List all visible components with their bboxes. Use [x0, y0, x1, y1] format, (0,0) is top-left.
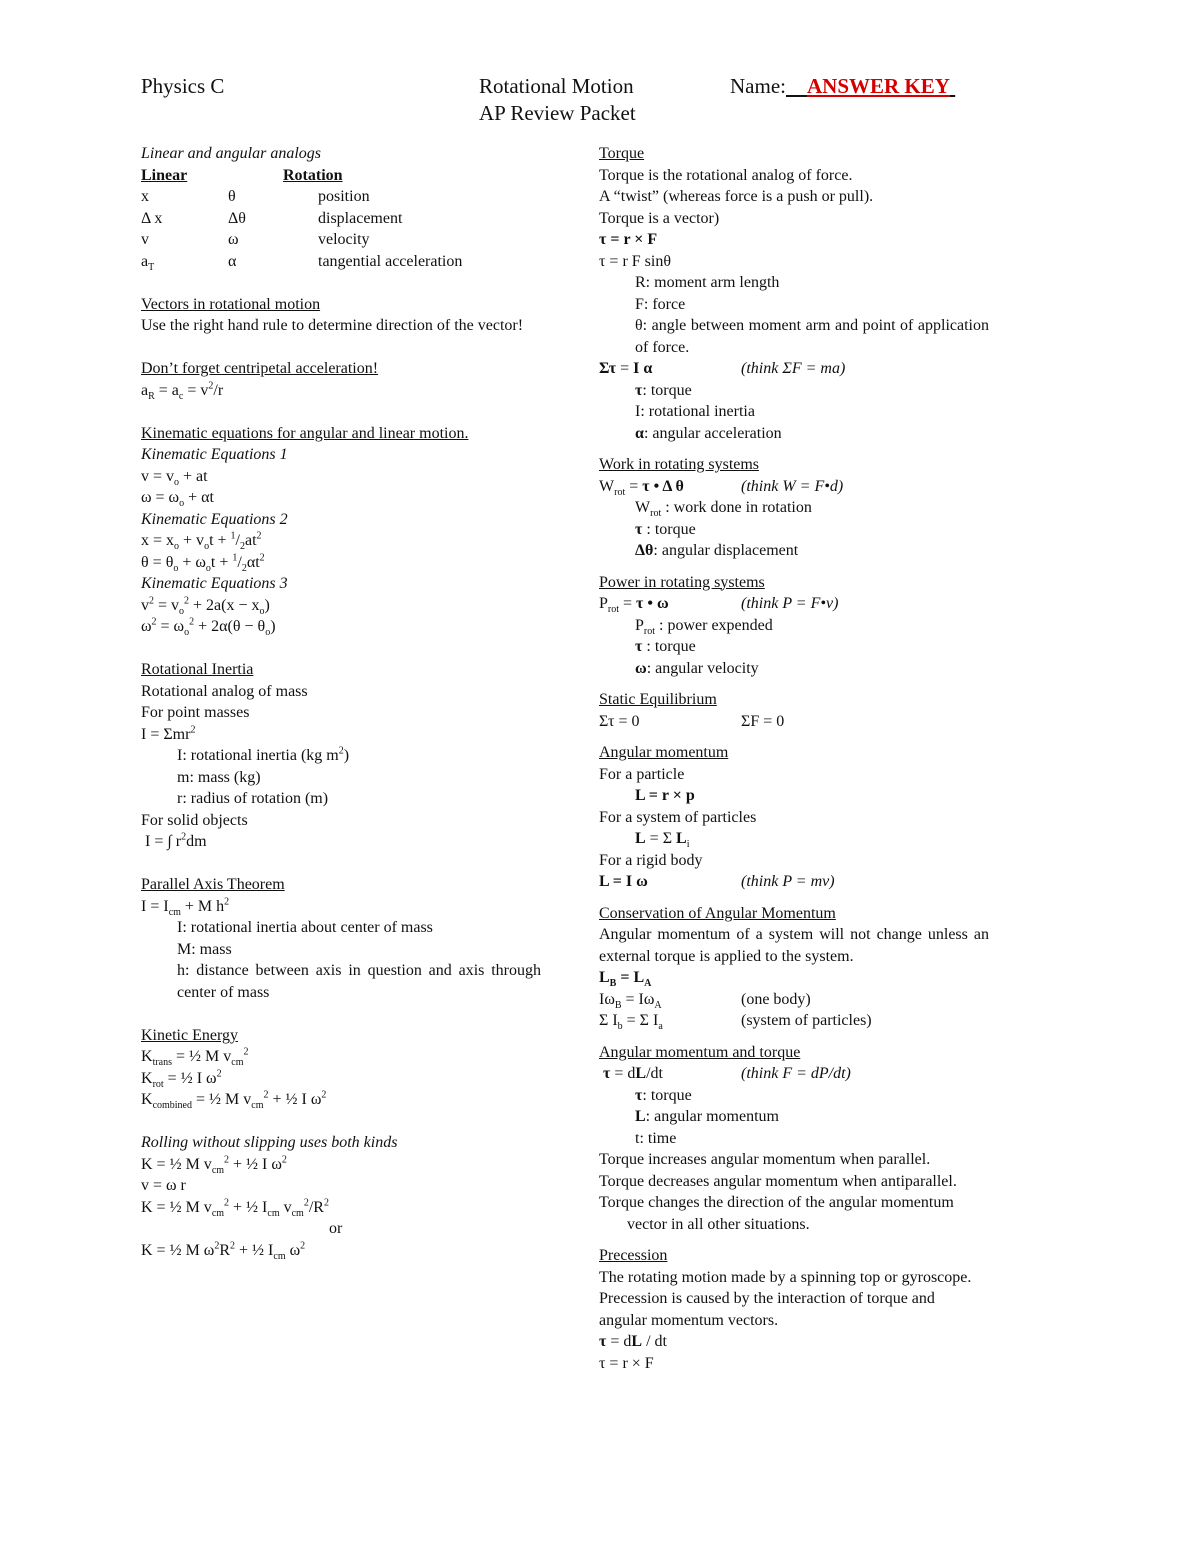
formula: $I = I_{cm} + M$ $h^2$: [141, 896, 230, 918]
inertia-line2: For point masses: [141, 704, 250, 721]
formula: $I\omega_B = I\omega_A$ (one body): [599, 990, 811, 1011]
linear-header: Linear: [141, 166, 188, 184]
formula: $W_{rot} = \tau$ • Δ θ (think W = F•d): [599, 477, 844, 498]
vectors-text: Use the right hand rule to determine direction of the vector!: [141, 317, 524, 334]
formula: K = ½ M $v_{cm}^2$ + ½ I $\omega^2$: [141, 1154, 287, 1176]
amtorque-title: Angular momentum and torque: [599, 1043, 801, 1061]
formula: Σ $I_b = \Sigma$ $I_a$ (system of particles): [599, 1012, 872, 1033]
analog-row: Δ x Δθ displacement: [141, 209, 403, 227]
precession-text: angular momentum vectors.: [599, 1311, 779, 1329]
torque-text: Torque is the rotational analog of force.: [599, 166, 853, 184]
amtorque-text: Torque decreases angular momentum when antiparallel.: [599, 1172, 957, 1190]
formula: v = ω r: [141, 1177, 186, 1194]
parallel-def: I: rotational inertia about center of mass: [177, 919, 433, 936]
formula: τ = dL / dt: [599, 1333, 667, 1350]
formula: $K_{rot}$ = ½ I $\omega^2$: [141, 1068, 222, 1090]
formula: $v = v_o$ + at: [141, 467, 208, 488]
formula: I = Σmr$^2$: [141, 724, 196, 743]
answer-key: ANSWER KEY: [806, 74, 950, 98]
name-label: Name:: [730, 74, 786, 98]
formula: $P_{rot} = \tau$ • ω (think P = F•v): [599, 595, 839, 616]
precession-title: Precession: [599, 1247, 668, 1264]
vectors-title: Vectors in rotational motion: [141, 295, 321, 313]
centripetal-formula: $a_R = a_c = v^2/r$: [141, 380, 224, 402]
inertia-line1: Rotational analog of mass: [141, 682, 308, 700]
parallel-def: h: distance between axis in question and axis through center of mass: [177, 962, 541, 1001]
parallel-def: M: mass: [177, 940, 232, 958]
formula: $\theta = \theta_o + \omega_ot + ^1/_2\alpha t^2$: [141, 552, 265, 574]
inertia-title: Rotational Inertia: [141, 661, 254, 678]
left-column: [141, 143, 541, 1261]
power-title: Power in rotating systems: [599, 573, 765, 591]
formula: Στ = 0 ΣF = 0: [599, 712, 785, 730]
parallel-title: Parallel Axis Theorem: [141, 876, 285, 893]
torque-text: A “twist” (whereas force is a push or pull).: [599, 188, 874, 205]
precession-text: Precession is caused by the interaction of torque and: [599, 1290, 935, 1307]
formula: K = ½ M $\omega^2R^2$ + ½ $I_{cm}$ $\omega^2$: [141, 1240, 306, 1262]
angmom-title: Angular momentum: [599, 744, 729, 761]
inertia-def: m: mass (kg): [177, 768, 261, 786]
formula: $\omega^2 = \omega_o^2 + 2\alpha(\theta - \theta_o)$: [141, 616, 276, 639]
amtorque-def: t: time: [635, 1129, 677, 1147]
analogs-title: Linear and angular analogs: [141, 145, 322, 162]
torque-def: R: moment arm length: [635, 274, 780, 291]
think-note: (think P = F•v): [741, 595, 839, 612]
torque-def: θ: angle between moment arm and point of application of force.: [635, 317, 989, 356]
power-def: τ : torque: [635, 638, 696, 655]
formula: τ = r × F: [599, 1354, 654, 1372]
formula: τ = r F sinθ: [599, 252, 672, 270]
formula: τ = r × F: [599, 231, 658, 248]
or-label: or: [329, 1220, 343, 1237]
angmom-text: For a rigid body: [599, 851, 703, 869]
torque-def: α: angular acceleration: [635, 424, 782, 442]
amtorque-def: L: angular momentum: [635, 1108, 779, 1125]
rotation-header: Rotation: [283, 166, 343, 184]
torque-def: τ: torque: [635, 381, 692, 399]
formula: Στ = I α (think ΣF = ma): [599, 358, 989, 380]
course-title: Physics C: [141, 74, 225, 98]
conservation-text: Angular momentum of a system will not change unless an external torque is applied to the system.: [599, 926, 989, 965]
formula: $K_{combined}$ = ½ M $v_{cm}^2$ + ½ I $\omega^2$: [141, 1089, 327, 1112]
kinematics-title: Kinematic equations for angular and linear motion.: [141, 424, 469, 442]
work-title: Work in rotating systems: [599, 456, 760, 473]
formula: $K_{trans}$ = ½ M $v_{cm}^2$: [141, 1046, 249, 1069]
formula: $x = x_o + v_ot + ^1/_2at^2$: [141, 530, 262, 553]
formula: L = Σ $L_i$: [635, 830, 690, 851]
work-def: $W_{rot}$ : work done in rotation: [635, 499, 812, 520]
centripetal-title: Don’t forget centripetal acceleration!: [141, 360, 379, 377]
kinematics-set3: Kinematic Equations 3: [141, 575, 288, 592]
think-note: (think ΣF = ma): [741, 360, 846, 377]
formula: $v^2 = v_o^2 + 2a(x - x_o)$: [141, 595, 270, 617]
formula: $L_B = L_A$: [599, 969, 652, 990]
formula: L = r × p: [635, 787, 695, 804]
formula: K = ½ M $v_{cm}^2$ + ½ $I_{cm}$ $v_{cm}^2/R^2$: [141, 1197, 329, 1219]
unit-title: Rotational Motion: [479, 74, 634, 98]
page-subtitle: AP Review Packet: [479, 101, 636, 125]
inertia-def: I: rotational inertia (kg $m^2$): [177, 745, 350, 764]
analog-row: v ω velocity: [141, 231, 370, 248]
formula: I = ∫ $r^2dm$: [141, 831, 207, 850]
rolling-title: Rolling without slipping uses both kinds: [141, 1134, 398, 1151]
work-def: τ : torque: [635, 520, 696, 538]
right-column: [599, 143, 989, 1374]
equilibrium-title: Static Equilibrium: [599, 691, 717, 708]
torque-text: Torque is a vector): [599, 209, 720, 227]
conservation-title: Conservation of Angular Momentum: [599, 904, 836, 922]
angmom-text: For a particle: [599, 765, 685, 783]
power-def: $P_{rot}$ : power expended: [635, 616, 773, 637]
think-note: (think P = mv): [741, 873, 835, 890]
inertia-line3: For solid objects: [141, 811, 248, 829]
analog-row: $a_T$ α tangential acceleration: [141, 252, 463, 273]
torque-def: I: rotational inertia: [635, 403, 755, 420]
work-def: Δθ: angular displacement: [635, 542, 799, 559]
kinetic-title: Kinetic Energy: [141, 1026, 239, 1044]
analog-row: x θ position: [141, 188, 370, 205]
inertia-def: r: radius of rotation (m): [177, 790, 329, 807]
name-field: [730, 74, 955, 99]
formula: $\omega = \omega_o + \alpha t$: [141, 489, 214, 510]
amtorque-text: Torque increases angular momentum when parallel.: [599, 1151, 931, 1168]
analogs-header: [141, 165, 541, 187]
think-note: (think W = F•d): [741, 477, 844, 495]
formula: τ = dL/dt (think F = dP/dt): [599, 1063, 989, 1085]
amtorque-def: τ: torque: [635, 1086, 692, 1104]
torque-def: F: force: [635, 295, 686, 313]
power-def: ω: angular velocity: [635, 659, 759, 677]
formula: L = I ω (think P = mv): [599, 871, 989, 893]
angmom-text: For a system of particles: [599, 808, 757, 826]
amtorque-text: Torque changes the direction of the angular momentum: [599, 1194, 954, 1211]
think-note: (think F = dP/dt): [741, 1065, 851, 1082]
kinematics-set2: Kinematic Equations 2: [141, 510, 288, 528]
amtorque-text: vector in all other situations.: [627, 1215, 810, 1233]
kinematics-set1: Kinematic Equations 1: [141, 446, 288, 463]
precession-text: The rotating motion made by a spinning top or gyroscope.: [599, 1268, 972, 1286]
torque-title: Torque: [599, 145, 645, 162]
